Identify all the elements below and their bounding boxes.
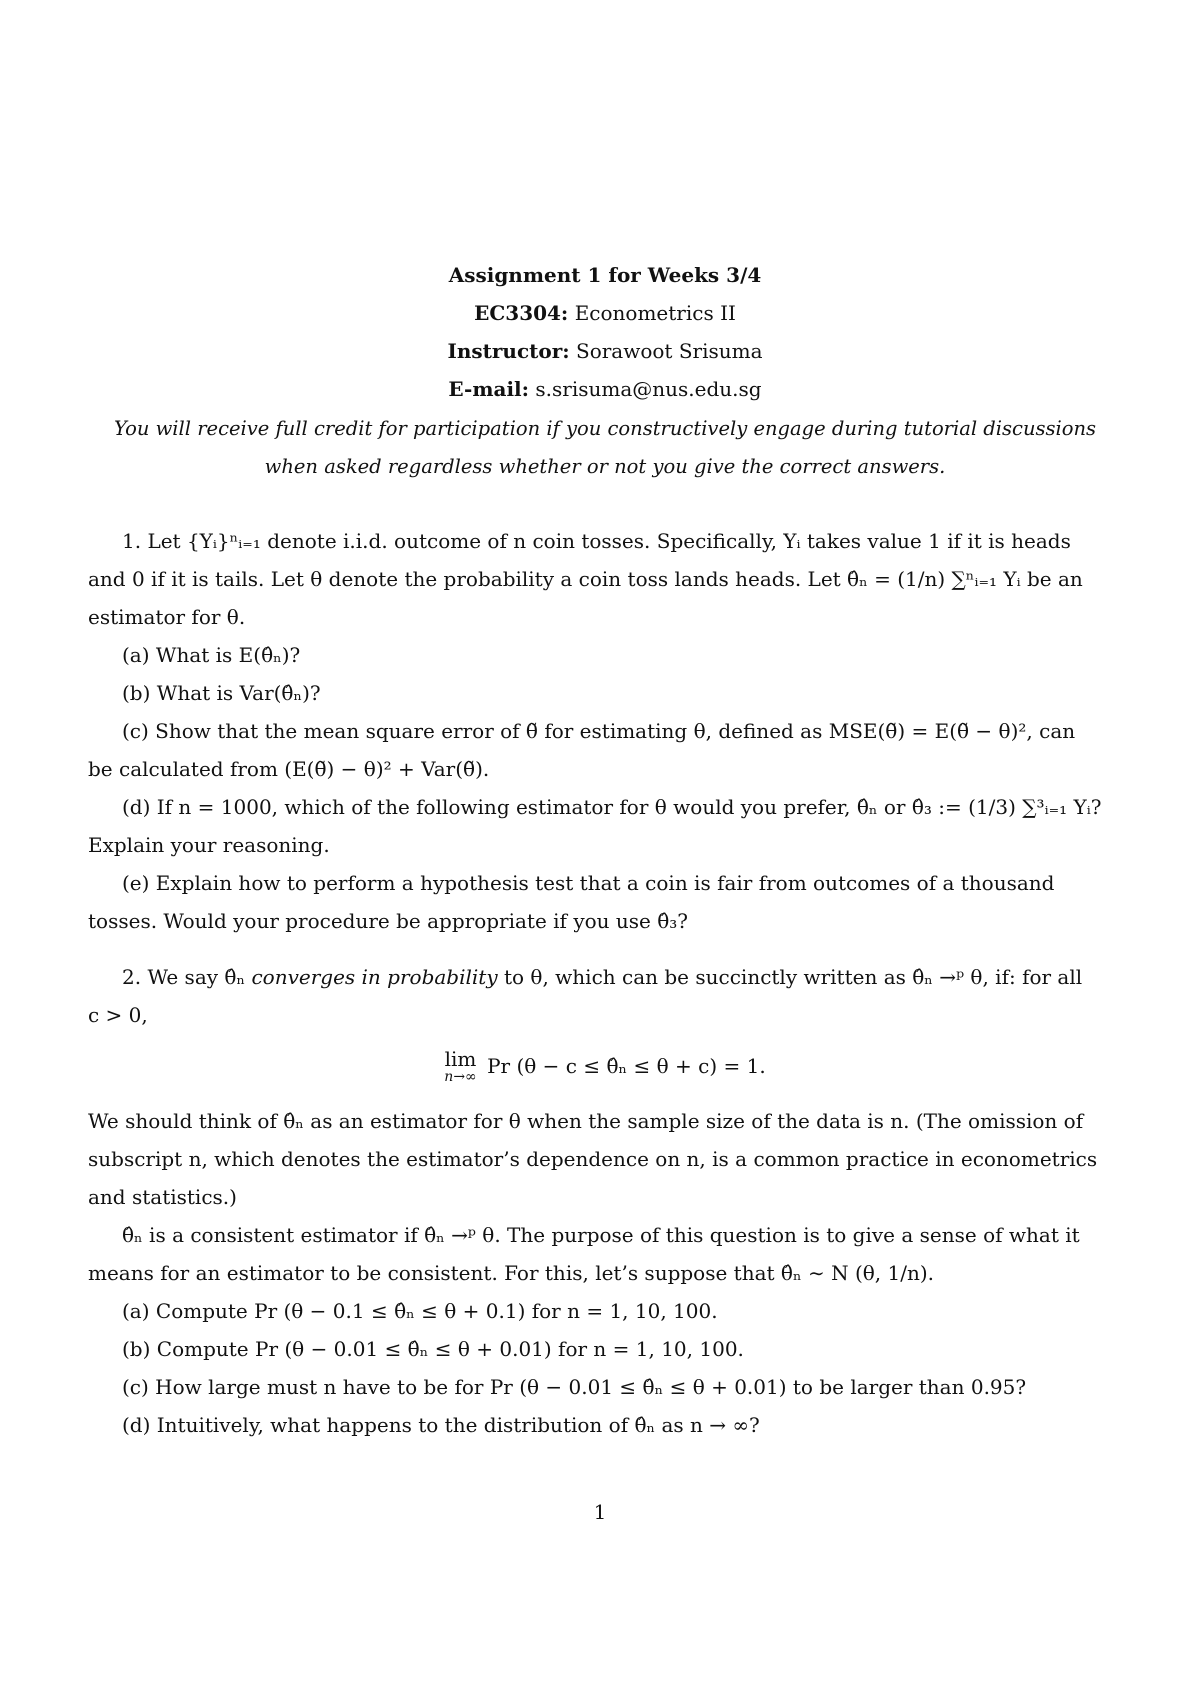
q1-part-e-line-1: (e) Explain how to perform a hypothesis test that a coin is fair from outcomes of a thousand [122,871,1055,895]
q2-part-c: (c) How large must n have to be for Pr (θ − 0.01 ≤ θ̂ₙ ≤ θ + 0.01) to be larger than 0.95? [122,1375,1027,1399]
q2-part-d: (d) Intuitively, what happens to the distribution of θ̂ₙ as n → ∞? [122,1413,760,1437]
q2-para-line-1: We should think of θ̂ₙ as an estimator for θ when the sample size of the data is n. (The omission of [88,1109,1084,1133]
q1-intro-line-3: estimator for θ. [88,605,246,629]
course-value: Econometrics II [574,301,736,325]
q2-intro-end: to θ, which can be succinctly written as θ̂ₙ →ᵖ θ, if: for all [497,965,1083,989]
course-label: EC3304: [474,301,569,325]
limit-subscript: n→∞ [444,1068,477,1085]
assignment-title: Assignment 1 for Weeks 3/4 [448,263,762,287]
q1-part-b: (b) What is Var(θ̂ₙ)? [122,681,321,705]
q1-part-c-line-2: be calculated from (E(θ̃) − θ)² + Var(θ̃). [88,757,490,781]
instructor-label: Instructor: [447,339,570,363]
q2-intro-emphasis: converges in probability [251,965,498,989]
course-line [88,294,1122,332]
instructor-line [88,332,1122,370]
q1-part-e-line-2: tosses. Would your procedure be appropriate if you use θ̂₃? [88,909,689,933]
note-line-1: You will receive full credit for participation if you constructively engage during tutorial discussions [113,417,1097,440]
email-label: E-mail: [448,377,530,401]
q2-intro-line-2: c > 0, [88,1003,148,1027]
q2-part-b: (b) Compute Pr (θ − 0.01 ≤ θ̂ₙ ≤ θ + 0.01) for n = 1, 10, 100. [122,1337,744,1361]
q1-intro-line-2: and 0 if it is tails. Let θ denote the probability a coin toss lands heads. Let θ̂ₙ = (1/n) ∑ⁿᵢ₌₁ Yᵢ be an [88,567,1083,591]
q2-para-line-5: means for an estimator to be consistent. For this, let’s suppose that θ̂ₙ ∼ N (θ, 1/n). [88,1261,935,1285]
q2-intro-line-1 [88,958,1122,996]
q2-part-a: (a) Compute Pr (θ − 0.1 ≤ θ̂ₙ ≤ θ + 0.1) for n = 1, 10, 100. [122,1299,718,1323]
q2-para-line-2: subscript n, which denotes the estimator’s dependence on n, is a common practice in econometrics [88,1147,1098,1171]
instructor-value: Sorawoot Srisuma [576,339,763,363]
q2-para-line-3: and statistics.) [88,1185,237,1209]
page-number: 1 [593,1500,607,1524]
q1-part-d-line-2: Explain your reasoning. [88,833,330,857]
participation-note [88,410,1122,486]
email-value: s.srisuma@nus.edu.sg [535,377,762,401]
q2-para-line-4: θ̂ₙ is a consistent estimator if θ̂ₙ →ᵖ θ. The purpose of this question is to give a sense of what it [122,1223,1080,1247]
q2-intro-start: 2. We say θ̂ₙ [122,965,252,989]
limit-operator [444,1046,477,1086]
q1-part-c-line-1: (c) Show that the mean square error of θ̃ for estimating θ, defined as MSE(θ̃) = E(θ̃ − θ)², can [122,719,1076,743]
header [88,256,1122,408]
document-page [88,256,1122,1444]
limit-word: lim [444,1046,477,1071]
limit-expression: Pr (θ − c ≤ θ̂ₙ ≤ θ + c) = 1. [487,1054,766,1078]
note-line-2: when asked regardless whether or not you give the correct answers. [264,455,946,478]
q1-part-d-line-1: (d) If n = 1000, which of the following estimator for θ would you prefer, θ̂ₙ or θ̂₃ := (1/3) ∑³ᵢ₌₁ Yᵢ? [122,795,1102,819]
question-1 [88,522,1122,940]
email-line [88,370,1122,408]
q1-intro-line-1: 1. Let {Yᵢ}ⁿᵢ₌₁ denote i.i.d. outcome of n coin tosses. Specifically, Yᵢ takes value 1 if it is heads [122,529,1071,553]
q1-part-a: (a) What is E(θ̂ₙ)? [122,643,301,667]
question-2 [88,958,1122,1444]
limit-equation [88,1036,1122,1096]
